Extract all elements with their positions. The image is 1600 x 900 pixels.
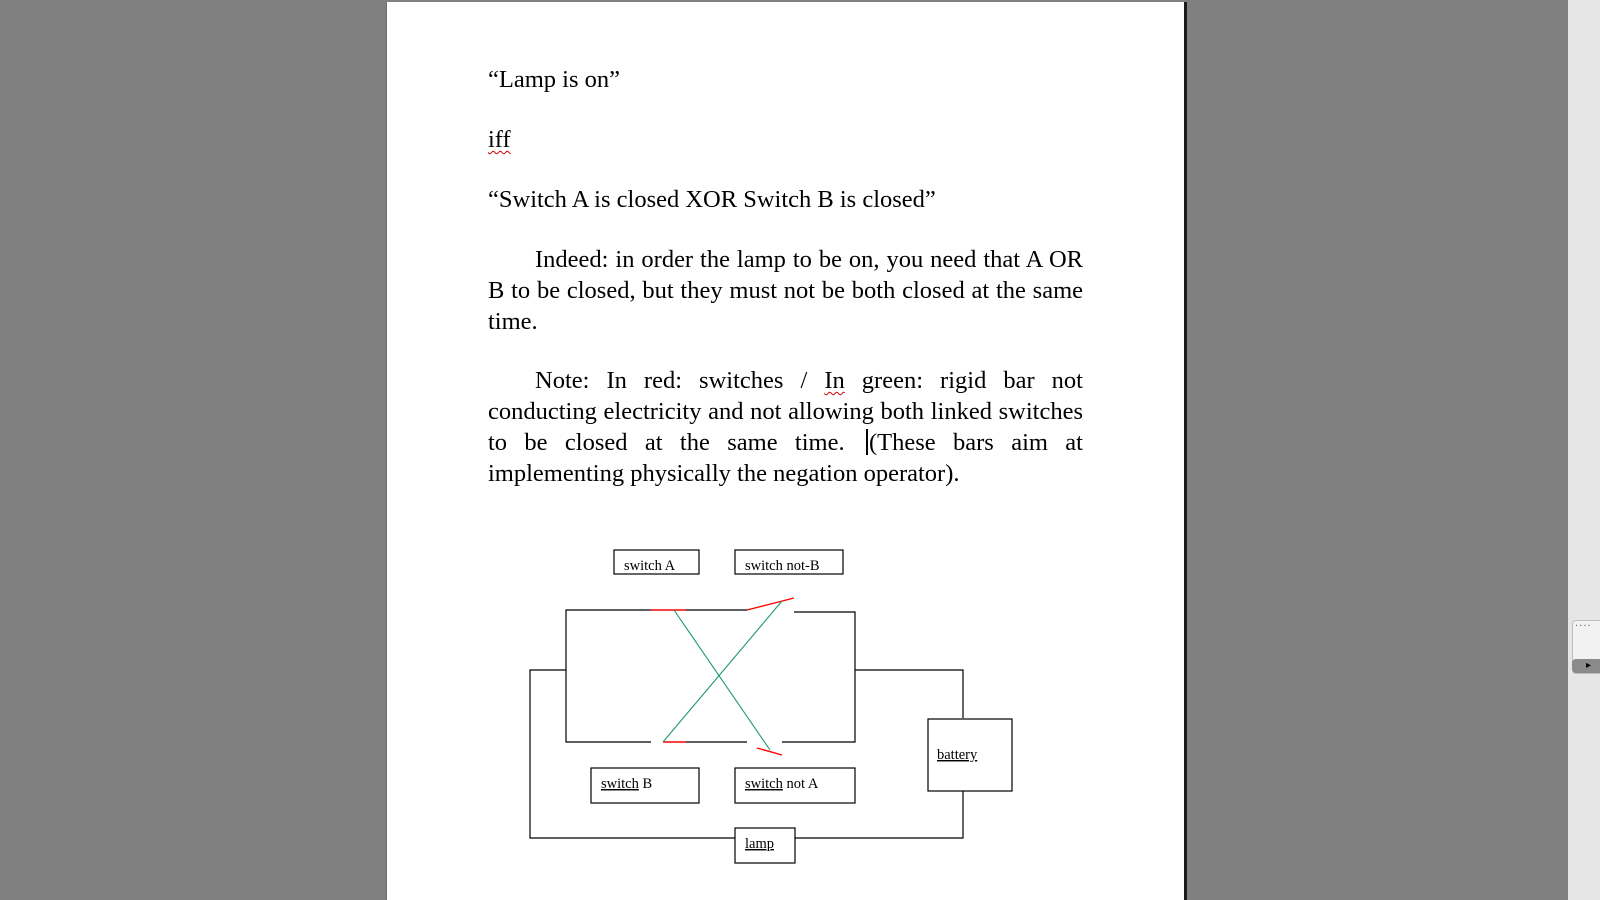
wire-right-battery [855,670,963,718]
note-text-mid: green: rigid bar not conducting electricity and not allowing both linked switches to be closed at the same time. [488,367,1083,456]
switch-not-b-contact [747,598,794,610]
label-switch-a [614,550,699,574]
label-switch-not-a-rest: not A [782,776,819,792]
spellcheck-word-iff: iff [488,126,511,153]
circuit-wires [530,610,963,838]
label-switch-b-text [601,776,652,792]
label-switch-not-a-text [745,776,819,792]
label-battery-text: battery [937,747,978,763]
text-xor-statement: “Switch A is closed XOR Switch B is closed” [488,186,936,213]
triangle-right-icon: ▸ [1586,660,1592,671]
spellcheck-word-switch-not-a: switch [745,776,783,792]
note-text-end: (These bars aim at implementing physically the negation operator). [488,429,1083,487]
lamp-box [735,828,795,863]
label-switch-not-b-text: switch not-B [745,558,820,574]
label-switch-b-letter: B [638,776,653,792]
wire-top-left [566,610,651,742]
label-lamp-text: lamp [745,836,774,852]
paragraph-indeed: Indeed: in order the lamp to be on, you need that A OR B to be closed, but they must not be both closed at the same time. [488,246,1083,335]
rigid-bar-not-b-to-b [663,601,782,742]
battery-box [928,719,1012,791]
label-switch-b [591,768,699,803]
note-text-start: Note: In red: switches / [535,367,825,394]
rigid-bars [663,601,782,750]
label-switch-a-text: switch A [624,558,676,574]
scroll-grip-icon: ···· [1575,621,1592,632]
label-switch-not-b [735,550,843,574]
spellcheck-word-in: In [824,367,845,394]
scroll-next-button[interactable] [1572,659,1600,673]
label-switch-not-a [735,768,855,803]
wire-left-loop [530,670,735,838]
text-lamp-is-on: “Lamp is on” [488,66,620,93]
spellcheck-word-switch-b: switch [601,776,639,792]
wire-top-right [782,612,855,742]
vertical-scrollbar[interactable] [1568,0,1600,900]
rigid-bar-a-to-not-a [674,610,770,750]
